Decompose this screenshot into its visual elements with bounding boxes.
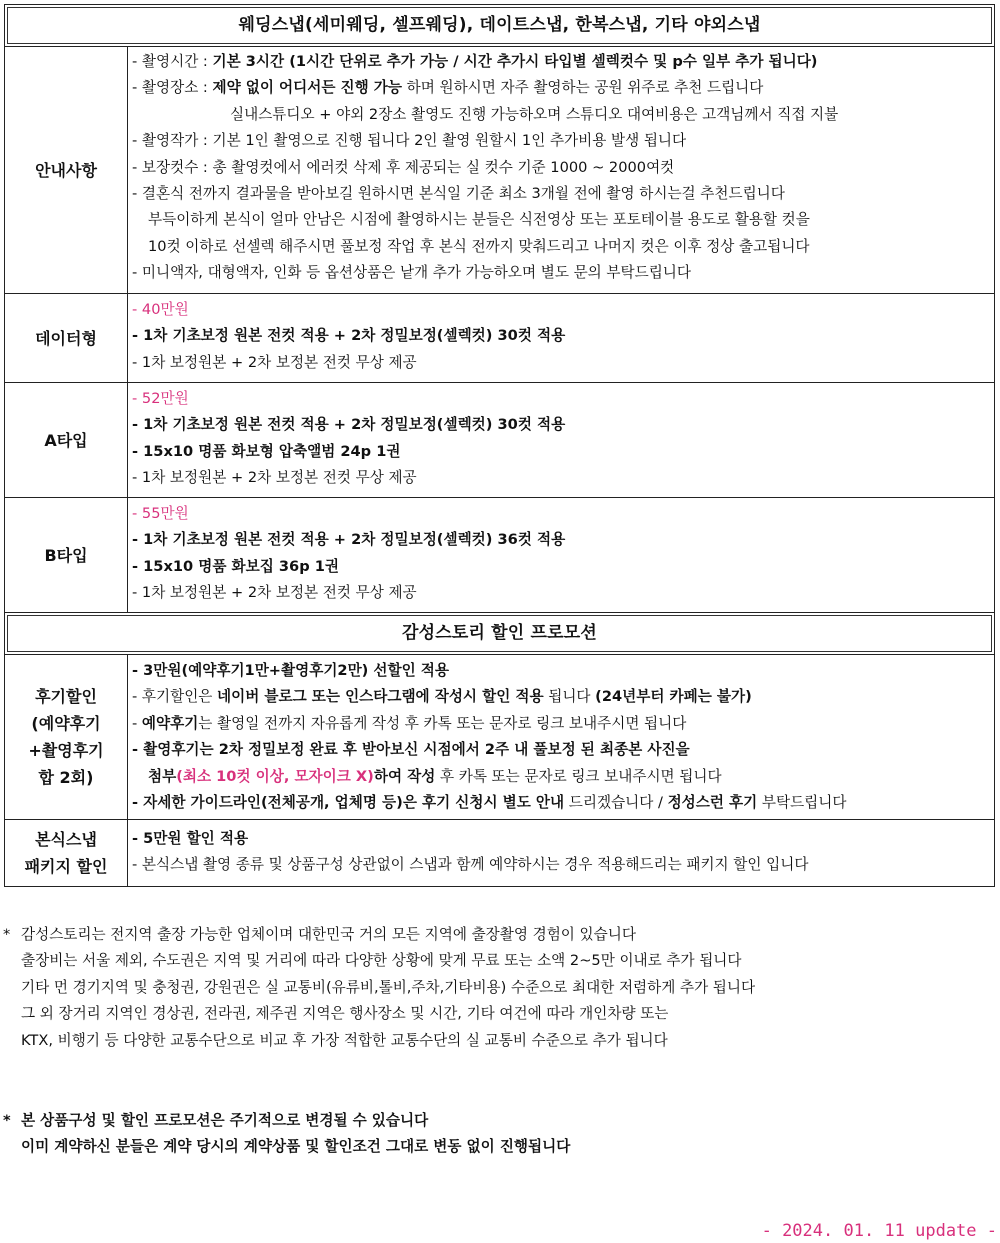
- package-price: - 40만원: [132, 301, 189, 318]
- review-line-4: - 촬영후기는 2차 정밀보정 완료 후 받아보신 시점에서 2주 내 풀보정 된 최종본 사진을: [132, 741, 690, 759]
- review-line-6: - 자세한 가이드라인(전체공개, 업체명 등)은 후기 신청시 별도 안내 드리겠습니다 / 정성스런 후기 부탁드립니다: [132, 793, 847, 811]
- guaranteed-cuts-line: - 보장컷수 : 총 촬영컷에서 에러컷 삭제 후 제공되는 실 컷수 기준 1000 ~ 2000여컷: [132, 158, 675, 176]
- review-line-3: - 예약후기는 촬영일 전까지 자유롭게 작성 후 카톡 또는 문자로 링크 보내주시면 됩니다: [132, 714, 687, 732]
- promo-title: 감성스토리 할인 프로모션: [7, 615, 992, 652]
- package-body: [128, 383, 994, 497]
- bundle-line-1: - 5만원 할인 적용: [132, 830, 249, 847]
- info-label: 안내사항: [5, 47, 128, 293]
- travel-note-3: 기타 먼 경기지역 및 충청권, 강원권은 실 교통비(유류비,톨비,주차,기타비용) 수준으로 최대한 저렴하게 추가 됩니다: [21, 978, 756, 996]
- package-note: - 1차 보정원본 + 2차 보정본 전컷 무상 제공: [132, 469, 417, 487]
- package-feature: - 1차 기초보정 원본 전컷 적용 + 2차 정밀보정(셀렉컷) 36컷 적용: [132, 531, 566, 549]
- location-line: - 촬영장소 : 제약 없이 어디서든 진행 가능 하며 원하시면 자주 촬영하는 공원 위주로 추천 드립니다: [132, 79, 764, 97]
- bundle-discount-row: [5, 820, 994, 886]
- promo-title-box: [5, 613, 994, 655]
- package-label: 데이터형: [5, 294, 128, 382]
- bundle-body: [128, 820, 994, 886]
- recommend-line-3: 10컷 이하로 선셀렉 해주시면 풀보정 작업 후 본식 전까지 맞춰드리고 나머지 컷은 이후 정상 출고됩니다: [148, 237, 810, 255]
- recommend-line-2: 부득이하게 본식이 얼마 안남은 시점에 촬영하시는 분들은 식전영상 또는 포토테이블 용도로 활용할 컷을: [148, 211, 810, 229]
- shoot-time-line: - 촬영시간 : 기본 3시간 (1시간 단위로 추가 가능 / 시간 추가시 타입별 셀렉컷수 및 p수 일부 추가 됩니다): [132, 53, 818, 70]
- travel-note-5: KTX, 비행기 등 다양한 교통수단으로 비교 후 가장 적합한 교통수단의 실 교통비 수준으로 추가 됩니다: [21, 1031, 668, 1049]
- package-price: - 52만원: [132, 390, 189, 407]
- review-line-5: 첨부(최소 10컷 이상, 모자이크 X)하여 작성 후 카톡 또는 문자로 링크 보내주시면 됩니다: [148, 767, 722, 785]
- package-feature: - 15x10 명품 화보형 압축앨범 24p 1권: [132, 442, 401, 460]
- info-row: [5, 47, 994, 294]
- page-title: 웨딩스냅(세미웨딩, 셀프웨딩), 데이트스냅, 한복스냅, 기타 야외스냅: [7, 7, 992, 44]
- package-row-b: [5, 498, 994, 613]
- package-label: B타입: [5, 498, 128, 612]
- review-line-2: - 후기할인은 네이버 블로그 또는 인스타그램에 작성시 할인 적용 됩니다 (24년부터 카페는 불가): [132, 688, 752, 706]
- package-note: - 1차 보정원본 + 2차 보정본 전컷 무상 제공: [132, 353, 417, 371]
- price-table: [4, 4, 995, 887]
- package-price: - 55만원: [132, 505, 189, 522]
- bundle-label: 본식스냅 패키지 할인: [5, 820, 128, 886]
- package-row-a: [5, 383, 994, 498]
- package-row-data: [5, 294, 994, 383]
- travel-note-1: * 감성스토리는 전지역 출장 가능한 업체이며 대한민국 거의 모든 지역에 출장촬영 경험이 있습니다: [3, 926, 636, 943]
- change-note-2: 이미 계약하신 분들은 계약 당시의 계약상품 및 할인조건 그대로 변동 없이 진행됩니다: [21, 1138, 571, 1156]
- travel-note-4: 그 외 장거리 지역인 경상권, 전라권, 제주권 지역은 행사장소 및 시간, 기타 여건에 따라 개인차량 또는: [21, 1005, 669, 1023]
- travel-note-2: 출장비는 서울 제외, 수도권은 지역 및 거리에 따라 다양한 상황에 맞게 무료 또는 소액 2~5만 이내로 추가 됩니다: [21, 952, 742, 970]
- review-label: 후기할인 (예약후기 +촬영후기 합 2회): [5, 655, 128, 819]
- review-line-1: - 3만원(예약후기1만+촬영후기2만) 선할인 적용: [132, 662, 449, 679]
- package-note: - 1차 보정원본 + 2차 보정본 전컷 무상 제공: [132, 584, 417, 602]
- change-note-1: * 본 상품구성 및 할인 프로모션은 주기적으로 변경될 수 있습니다: [3, 1111, 429, 1129]
- info-body: [128, 47, 994, 293]
- package-label: A타입: [5, 383, 128, 497]
- title-box: [5, 5, 994, 47]
- footnotes: [0, 922, 1000, 1161]
- bundle-line-2: - 본식스냅 촬영 종류 및 상품구성 상관없이 스냅과 함께 예약하시는 경우 적용해드리는 패키지 할인 입니다: [132, 856, 809, 874]
- recommend-line: - 결혼식 전까지 결과물을 받아보길 원하시면 본식일 기준 최소 3개월 전에 촬영 하시는걸 추천드립니다: [132, 184, 785, 202]
- options-line: - 미니액자, 대형액자, 인화 등 옵션상품은 낱개 추가 가능하오며 별도 문의 부탁드립니다: [132, 264, 691, 282]
- package-feature: - 1차 기초보정 원본 전컷 적용 + 2차 정밀보정(셀렉컷) 30컷 적용: [132, 327, 566, 345]
- photographer-line: - 촬영작가 : 기본 1인 촬영으로 진행 됩니다 2인 촬영 원할시 1인 추가비용 발생 됩니다: [132, 132, 687, 150]
- review-body: [128, 655, 994, 819]
- package-body: [128, 294, 994, 382]
- package-feature: - 15x10 명품 화보집 36p 1권: [132, 557, 339, 575]
- review-discount-row: [5, 655, 994, 820]
- location-line-2: 실내스튜디오 + 야외 2장소 촬영도 진행 가능하오며 스튜디오 대여비용은 고객님께서 직접 지불: [230, 105, 839, 123]
- package-feature: - 1차 기초보정 원본 전컷 적용 + 2차 정밀보정(셀렉컷) 30컷 적용: [132, 416, 566, 434]
- update-date: - 2024. 01. 11 update -: [761, 1221, 997, 1241]
- package-body: [128, 498, 994, 612]
